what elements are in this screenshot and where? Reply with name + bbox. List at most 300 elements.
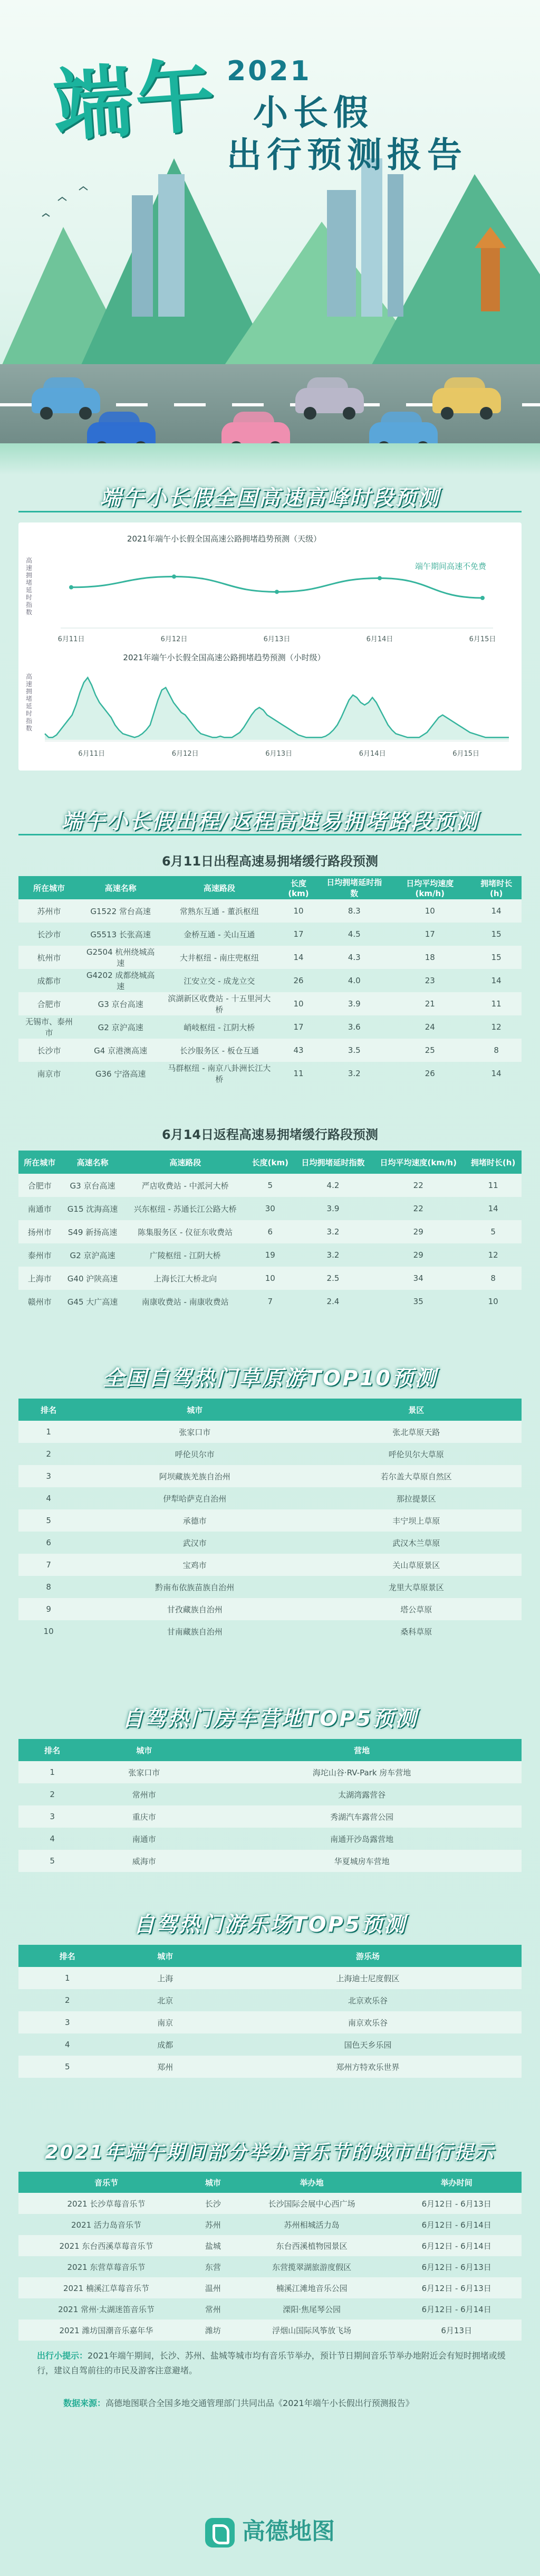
- table-cell: 南通市: [27, 1204, 52, 1214]
- music-card: [18, 2172, 522, 2341]
- chart1-point: [378, 576, 382, 580]
- table-cell: G15 沈海高速: [67, 1204, 118, 1214]
- table-cell: 东营: [205, 2262, 221, 2272]
- column-header: 举办时间: [391, 2172, 522, 2193]
- table-cell: 溧阳·焦尾琴公园: [283, 2304, 341, 2314]
- amusement-park-top5-table: [18, 1945, 522, 2078]
- hero-title-line2: 出行预测报告: [227, 135, 467, 175]
- chart1-point: [480, 596, 485, 600]
- column-header: 高速名称: [80, 876, 161, 899]
- table-cell: G2 京沪高速: [70, 1250, 115, 1260]
- column-header: 高速路段: [124, 1151, 246, 1174]
- table-cell: 3: [18, 1805, 86, 1828]
- table-cell: 秀湖汽车露营公园: [202, 1805, 522, 1828]
- column-header: 高速路段: [161, 876, 277, 899]
- hero-title-main: 端午: [50, 49, 221, 153]
- chart2-tick-label: 6月13日: [265, 750, 293, 758]
- table2-card: [18, 1151, 522, 1313]
- table-cell: 29: [413, 1250, 423, 1260]
- table-cell: 承德市: [79, 1509, 311, 1532]
- section1-title: 端午小长假全国高速高峰时段预测: [100, 486, 440, 510]
- table-cell: G36 宁洛高速: [95, 1069, 146, 1079]
- table-cell: 1: [18, 1967, 117, 1989]
- table-cell: 呼伦贝尔市: [175, 1449, 215, 1459]
- table-cell: 广陵枢纽 - 江阴大桥: [149, 1250, 221, 1260]
- table-row: [18, 2056, 522, 2078]
- grassland-top10-table: [18, 1399, 522, 1642]
- table-cell: 上海市: [18, 1267, 61, 1290]
- table-row: [18, 2214, 522, 2235]
- section6-title: 2021年端午期间部分举办音乐节的城市出行提示: [45, 2142, 495, 2163]
- table-cell: 4.3: [320, 946, 389, 969]
- table-cell: 上海: [117, 1967, 215, 1989]
- divider: [18, 511, 522, 512]
- hero-title-line1: 小长假: [253, 92, 373, 133]
- table-row: [18, 1989, 522, 2011]
- table-cell: 5: [465, 1220, 522, 1243]
- grass-strip: [0, 443, 540, 475]
- chart1-annotation: 端午期间高速不免费: [415, 562, 487, 571]
- table-cell: 长沙服务区 - 板仓互通: [161, 1039, 277, 1062]
- table-cell: 武汉木兰草原: [392, 1538, 440, 1548]
- table-cell: 呼伦贝尔大草原: [388, 1449, 444, 1459]
- column-header: 音乐节: [18, 2172, 194, 2193]
- table-row: [18, 992, 522, 1015]
- section2-title: 端午小长假出程/返程高速易拥堵路段预测: [61, 810, 479, 834]
- column-header: 城市: [86, 1739, 202, 1761]
- table-cell: 浮烟山国际风筝放飞场: [232, 2320, 392, 2341]
- section5-title: 自驾热门游乐场TOP5预测: [133, 1913, 407, 1937]
- rv-card: [18, 1739, 522, 1872]
- column-header: 游乐场: [214, 1945, 522, 1967]
- table-row: [18, 1783, 522, 1805]
- car-icon: [432, 388, 501, 413]
- chart2-tick-label: 6月14日: [359, 750, 386, 758]
- table-cell: 郑州方特欢乐世界: [214, 2056, 522, 2078]
- building-2: [158, 174, 185, 317]
- table-cell: 龙里大草原景区: [388, 1582, 444, 1592]
- table-cell: 7: [18, 1554, 79, 1576]
- table-cell: 10: [277, 992, 320, 1015]
- table-cell: 马群枢纽 - 南京八卦洲长江大桥: [168, 1063, 271, 1084]
- table-cell: 楠溪江滩地音乐公园: [232, 2277, 392, 2298]
- table-row: [18, 1509, 522, 1532]
- chart1-point: [172, 575, 176, 579]
- table-cell: 3.2: [294, 1220, 372, 1243]
- table-cell: 南京: [117, 2011, 215, 2033]
- table-cell: 4: [46, 1494, 51, 1503]
- table-cell: 2021 东台西溪草莓音乐节: [18, 2235, 194, 2256]
- table-cell: 南京市: [37, 1069, 61, 1079]
- table-row: [18, 1243, 522, 1267]
- table-header-row: [18, 1739, 522, 1761]
- table-row: [18, 1174, 522, 1197]
- table-cell: 长沙: [194, 2193, 232, 2214]
- table-row: [18, 1421, 522, 1443]
- travel-tip-text: 2021年端午期间，长沙、苏州、盐城等城市均有音乐节举办，预计节日期间音乐节举办地附近会有短时拥堵或缓行，建议自驾前往的市民及游客注意避堵。: [37, 2351, 506, 2375]
- table-cell: 6月13日: [391, 2320, 522, 2341]
- data-source: [63, 2396, 517, 2411]
- chart1-title: 2021年端午小长假全国高速公路拥堵趋势预测（天级）: [127, 534, 322, 544]
- hero-banner: [0, 0, 540, 475]
- table-row: [18, 1465, 522, 1487]
- table-cell: 杭州市: [18, 946, 80, 969]
- travel-tip: [37, 2349, 506, 2378]
- table-cell: 黔南布依族苗族自治州: [155, 1582, 235, 1592]
- table-cell: 郑州: [117, 2056, 215, 2078]
- table-cell: G4202 成都绕城高速: [86, 971, 155, 991]
- table-cell: 成都: [157, 2040, 173, 2050]
- table-cell: 成都市: [37, 976, 61, 986]
- table-header-row: [18, 1151, 522, 1174]
- table-cell: 泰州市: [27, 1250, 52, 1260]
- table-row: [18, 1443, 522, 1465]
- chart1-tick-label: 6月11日: [57, 635, 85, 643]
- table-header-row: [18, 1399, 522, 1421]
- table-cell: 3: [18, 2011, 117, 2033]
- column-header: 日均平均速度(km/h): [372, 1151, 465, 1174]
- table-cell: 26: [425, 1069, 435, 1078]
- table-cell: 3.6: [348, 1022, 361, 1032]
- column-header: 拥堵时长(h): [465, 1151, 522, 1174]
- column-header: 长度(km): [277, 876, 320, 899]
- table-cell: 5: [18, 2056, 117, 2078]
- table-cell: 上海长江大桥北向: [124, 1267, 246, 1290]
- birds: [42, 187, 88, 216]
- table-cell: G45 大广高速: [67, 1297, 118, 1307]
- chart2-tick-label: 6月15日: [452, 750, 480, 758]
- table-cell: 2: [50, 1790, 55, 1799]
- table-row: [18, 1267, 522, 1290]
- table-cell: 15: [491, 929, 502, 939]
- table-cell: G5513 长张高速: [90, 929, 151, 939]
- table-cell: 6月12日 - 6月14日: [421, 2220, 491, 2230]
- table-cell: 太湖湾露营谷: [338, 1790, 386, 1800]
- table-row: [18, 1532, 522, 1554]
- table-cell: 30: [265, 1204, 275, 1213]
- park-card: [18, 1945, 522, 2078]
- travel-tip-label: 出行小提示：: [37, 2351, 88, 2361]
- table-cell: 南通市: [132, 1834, 156, 1844]
- column-header: 城市: [194, 2172, 232, 2193]
- data-source-text: 高德地图联合全国多地交通管理部门共同出品《2021年端午小长假出行预测报告》: [105, 2398, 414, 2408]
- table-cell: 10: [277, 899, 320, 923]
- chart1-tick-label: 6月13日: [263, 635, 291, 643]
- table-cell: 阿坝藏族羌族自治州: [79, 1465, 311, 1487]
- table-cell: 重庆市: [86, 1805, 202, 1828]
- table-cell: 东营揽翠湖旅游度假区: [272, 2262, 352, 2272]
- table-row: [18, 2193, 522, 2214]
- table-cell: 19: [265, 1250, 275, 1260]
- chart1-tick-label: 6月12日: [160, 635, 188, 643]
- table-cell: 12: [488, 1250, 498, 1260]
- table-cell: 3.5: [320, 1039, 389, 1062]
- table-cell: 11: [471, 992, 522, 1015]
- table-cell: 21: [389, 992, 471, 1015]
- table-row: [18, 2033, 522, 2056]
- table-cell: 4: [50, 1834, 55, 1843]
- table-cell: 塔公草原: [311, 1598, 522, 1620]
- table-cell: 长沙市: [18, 1039, 80, 1062]
- table-cell: 4: [64, 2040, 70, 2049]
- table-cell: 赣州市: [27, 1297, 52, 1307]
- table-row: [18, 899, 522, 923]
- table-cell: 2: [46, 1449, 51, 1459]
- table-cell: 苏州相城活力岛: [284, 2220, 340, 2230]
- table-cell: 2021 东营草莓音乐节: [67, 2262, 146, 2272]
- table-row: [18, 1761, 522, 1783]
- table-cell: 北京欢乐谷: [348, 1995, 388, 2005]
- table-row: [18, 2256, 522, 2277]
- table-cell: 1: [18, 1761, 86, 1783]
- table-row: [18, 1220, 522, 1243]
- table-cell: 2021 活力岛音乐节: [71, 2220, 141, 2230]
- table-row: [18, 1598, 522, 1620]
- table-cell: 甘南藏族自治州: [167, 1627, 223, 1637]
- table-cell: 2021 楠溪江草莓音乐节: [18, 2277, 194, 2298]
- column-header: 拥堵时长(h): [471, 876, 522, 899]
- table-row: [18, 2235, 522, 2256]
- table-cell: 26: [293, 976, 304, 985]
- table-cell: 22: [372, 1174, 465, 1197]
- building-5: [388, 174, 403, 317]
- congestion-table-outbound: [18, 876, 522, 1085]
- amap-logo-icon: [205, 2518, 235, 2548]
- table-cell: 6月12日 - 6月13日: [421, 2262, 491, 2272]
- chart2-tick-label: 6月12日: [171, 750, 199, 758]
- table-cell: 23: [425, 976, 435, 985]
- table-cell: 南京欢乐谷: [214, 2011, 522, 2033]
- building-4: [361, 158, 382, 317]
- table-cell: 11: [293, 1069, 304, 1078]
- table-cell: 4.2: [294, 1174, 372, 1197]
- footer-logo: [0, 2512, 540, 2548]
- table-cell: 潍坊: [194, 2320, 232, 2341]
- table-cell: 丰宁坝上草原: [311, 1509, 522, 1532]
- table-cell: 22: [413, 1204, 423, 1213]
- column-header: 所在城市: [18, 876, 80, 899]
- footer-brand: 高德地图: [242, 2518, 335, 2545]
- building-3: [327, 190, 356, 317]
- table-cell: G3 京台高速: [61, 1174, 124, 1197]
- table-row: [18, 2011, 522, 2033]
- chart-card: [18, 522, 522, 771]
- table-cell: 5: [18, 1509, 79, 1532]
- table-cell: 7: [267, 1297, 273, 1306]
- table-cell: 6月12日 - 6月13日: [391, 2193, 522, 2214]
- table-cell: 10: [389, 899, 471, 923]
- table-cell: 海坨山谷·RV-Park 房车营地: [202, 1761, 522, 1783]
- table-row: [18, 1290, 522, 1313]
- table-cell: G1522 常台高速: [80, 899, 161, 923]
- table-row: [18, 1554, 522, 1576]
- table-cell: 北京: [157, 1995, 173, 2005]
- table-cell: 10: [246, 1267, 294, 1290]
- table-cell: 陈集服务区 - 仪征东收费站: [124, 1220, 246, 1243]
- table-cell: 2.4: [326, 1297, 340, 1306]
- chart1-point: [69, 585, 73, 590]
- table-row: [18, 1039, 522, 1062]
- table-row: [18, 1850, 522, 1872]
- table-row: [18, 946, 522, 969]
- table-cell: 17: [425, 929, 435, 939]
- pagoda: [481, 248, 500, 311]
- table-cell: 11: [465, 1174, 522, 1197]
- chart2-tick-label: 6月11日: [78, 750, 105, 758]
- column-header: 排名: [18, 1945, 117, 1967]
- column-header: 日均拥堵延时指数: [294, 1151, 372, 1174]
- table1-title: 6月11日出程高速易拥堵缓行路段预测: [161, 854, 379, 869]
- chart2-svg: [18, 661, 522, 766]
- column-header: 举办地: [232, 2172, 392, 2193]
- table-cell: 合肥市: [18, 1174, 61, 1197]
- table1-card: [18, 876, 522, 1085]
- table-cell: 6: [46, 1538, 51, 1547]
- table-row: [18, 1805, 522, 1828]
- table-cell: 若尔盖大草原自然区: [311, 1465, 522, 1487]
- table-row: [18, 2298, 522, 2320]
- chart1-tick-label: 6月14日: [366, 635, 393, 643]
- table-cell: 5: [246, 1174, 294, 1197]
- table-cell: 4.0: [348, 976, 361, 985]
- table-cell: 桑科草原: [400, 1627, 432, 1637]
- rv-camp-top5-table: [18, 1739, 522, 1872]
- table-cell: G4 京港澳高速: [80, 1039, 161, 1062]
- table-cell: 常州市: [132, 1790, 156, 1800]
- table-cell: 17: [293, 929, 304, 939]
- table-cell: 2021 常州·太湖迷笛音乐节: [58, 2304, 155, 2314]
- table-cell: 苏州市: [18, 899, 80, 923]
- table-cell: 15: [471, 946, 522, 969]
- column-header: 所在城市: [18, 1151, 61, 1174]
- table-cell: G2 京沪高速: [98, 1022, 143, 1032]
- table-cell: 14: [491, 1069, 502, 1078]
- table-cell: 关山草原景区: [311, 1554, 522, 1576]
- table-cell: 3: [18, 1465, 79, 1487]
- table-cell: 滨湖新区收费站 - 十五里河大桥: [161, 992, 277, 1015]
- divider: [18, 834, 522, 835]
- table-cell: 张家口市: [86, 1761, 202, 1783]
- column-header: 排名: [18, 1399, 79, 1421]
- table-cell: 3.9: [320, 992, 389, 1015]
- table-row: [18, 1487, 522, 1509]
- table-cell: 6月12日 - 6月13日: [391, 2277, 522, 2298]
- table-cell: 南通开沙岛露营地: [330, 1834, 394, 1844]
- table-cell: 上海迪士尼度假区: [214, 1967, 522, 1989]
- table-cell: 35: [413, 1297, 423, 1306]
- table-cell: 那拉提景区: [396, 1494, 436, 1504]
- table-cell: 兴东枢纽 - 苏通长江公路大桥: [133, 1204, 237, 1214]
- table-header-row: [18, 876, 522, 899]
- table-cell: 6月12日 - 6月14日: [421, 2304, 491, 2314]
- table-cell: 金桥互通 - 关山互通: [184, 929, 255, 939]
- table-cell: 甘孜藏族自治州: [79, 1598, 311, 1620]
- table-cell: 常熟东互通 - 董浜枢纽: [161, 899, 277, 923]
- chart2-area: [45, 678, 509, 740]
- building-1: [132, 195, 153, 317]
- table-row: [18, 1062, 522, 1085]
- table-row: [18, 1197, 522, 1220]
- table-cell: 8.3: [320, 899, 389, 923]
- table-cell: 8: [471, 1039, 522, 1062]
- column-header: 日均平均速度(km/h): [389, 876, 471, 899]
- chart2-title: 2021年端午小长假全国高速公路拥堵趋势预测（小时级）: [123, 653, 325, 662]
- table-row: [18, 923, 522, 946]
- table-cell: 宝鸡市: [79, 1554, 311, 1576]
- column-header: 城市: [79, 1399, 311, 1421]
- chart1-line: [71, 577, 483, 598]
- table-cell: 14: [491, 976, 502, 985]
- column-header: 长度(km): [246, 1151, 294, 1174]
- music-festival-table: [18, 2172, 522, 2341]
- table-cell: 29: [372, 1220, 465, 1243]
- table-header-row: [18, 1945, 522, 1967]
- table-cell: 14: [277, 946, 320, 969]
- column-header: 高速名称: [61, 1151, 124, 1174]
- table-cell: 2021 潍坊国潮音乐嘉年华: [18, 2320, 194, 2341]
- column-header: 营地: [202, 1739, 522, 1761]
- column-header: 日均拥堵延时指数: [320, 876, 389, 899]
- table-cell: 5: [18, 1850, 86, 1872]
- table-cell: 江安立交 - 成龙立交: [184, 976, 255, 986]
- table-cell: 9: [18, 1598, 79, 1620]
- table-cell: 2021 长沙草莓音乐节: [18, 2193, 194, 2214]
- table-cell: 24: [425, 1022, 435, 1032]
- table-cell: 2: [64, 1995, 70, 2005]
- table-cell: 8: [46, 1582, 51, 1592]
- table-cell: G40 沪陕高速: [61, 1267, 124, 1290]
- table-cell: 8: [465, 1267, 522, 1290]
- table-cell: 1: [18, 1421, 79, 1443]
- table-row: [18, 1828, 522, 1850]
- table-cell: 3.2: [348, 1069, 361, 1078]
- table-cell: 10: [43, 1627, 54, 1636]
- table-row: [18, 2320, 522, 2341]
- table-cell: 张北草原天路: [311, 1421, 522, 1443]
- table-cell: 苏州: [205, 2220, 221, 2230]
- table-cell: 10: [488, 1297, 498, 1306]
- table-cell: 18: [389, 946, 471, 969]
- chart1-ylabel: 高速拥堵延时指数: [26, 557, 33, 616]
- table-cell: 6月12日 - 6月14日: [391, 2235, 522, 2256]
- table-cell: 张家口市: [79, 1421, 311, 1443]
- table-cell: S49 新扬高速: [61, 1220, 124, 1243]
- table-cell: 长沙国际会展中心西广场: [232, 2193, 392, 2214]
- table-cell: 扬州市: [18, 1220, 61, 1243]
- table-cell: 盐城: [194, 2235, 232, 2256]
- table-cell: 东台西溪植物园景区: [232, 2235, 392, 2256]
- grassland-card: [18, 1399, 522, 1642]
- table-cell: 南康收费站 - 南康收费站: [141, 1297, 229, 1307]
- table-cell: 常州: [205, 2304, 221, 2314]
- table-row: [18, 2277, 522, 2298]
- table-cell: 华夏城房车营地: [202, 1850, 522, 1872]
- section4-title: 自驾热门房车营地TOP5预测: [122, 1707, 418, 1731]
- table-cell: 6: [246, 1220, 294, 1243]
- congestion-table-return: [18, 1151, 522, 1313]
- column-header: 排名: [18, 1739, 86, 1761]
- car-icon: [295, 388, 364, 413]
- table-cell: 伊犁哈萨克自治州: [163, 1494, 227, 1504]
- table-cell: 3.2: [326, 1250, 340, 1260]
- table-cell: 43: [277, 1039, 320, 1062]
- table-cell: 14: [471, 899, 522, 923]
- table-cell: 4.5: [348, 929, 361, 939]
- car-icon: [32, 388, 100, 413]
- table-row: [18, 969, 522, 992]
- table-cell: 25: [389, 1039, 471, 1062]
- column-header: 城市: [117, 1945, 215, 1967]
